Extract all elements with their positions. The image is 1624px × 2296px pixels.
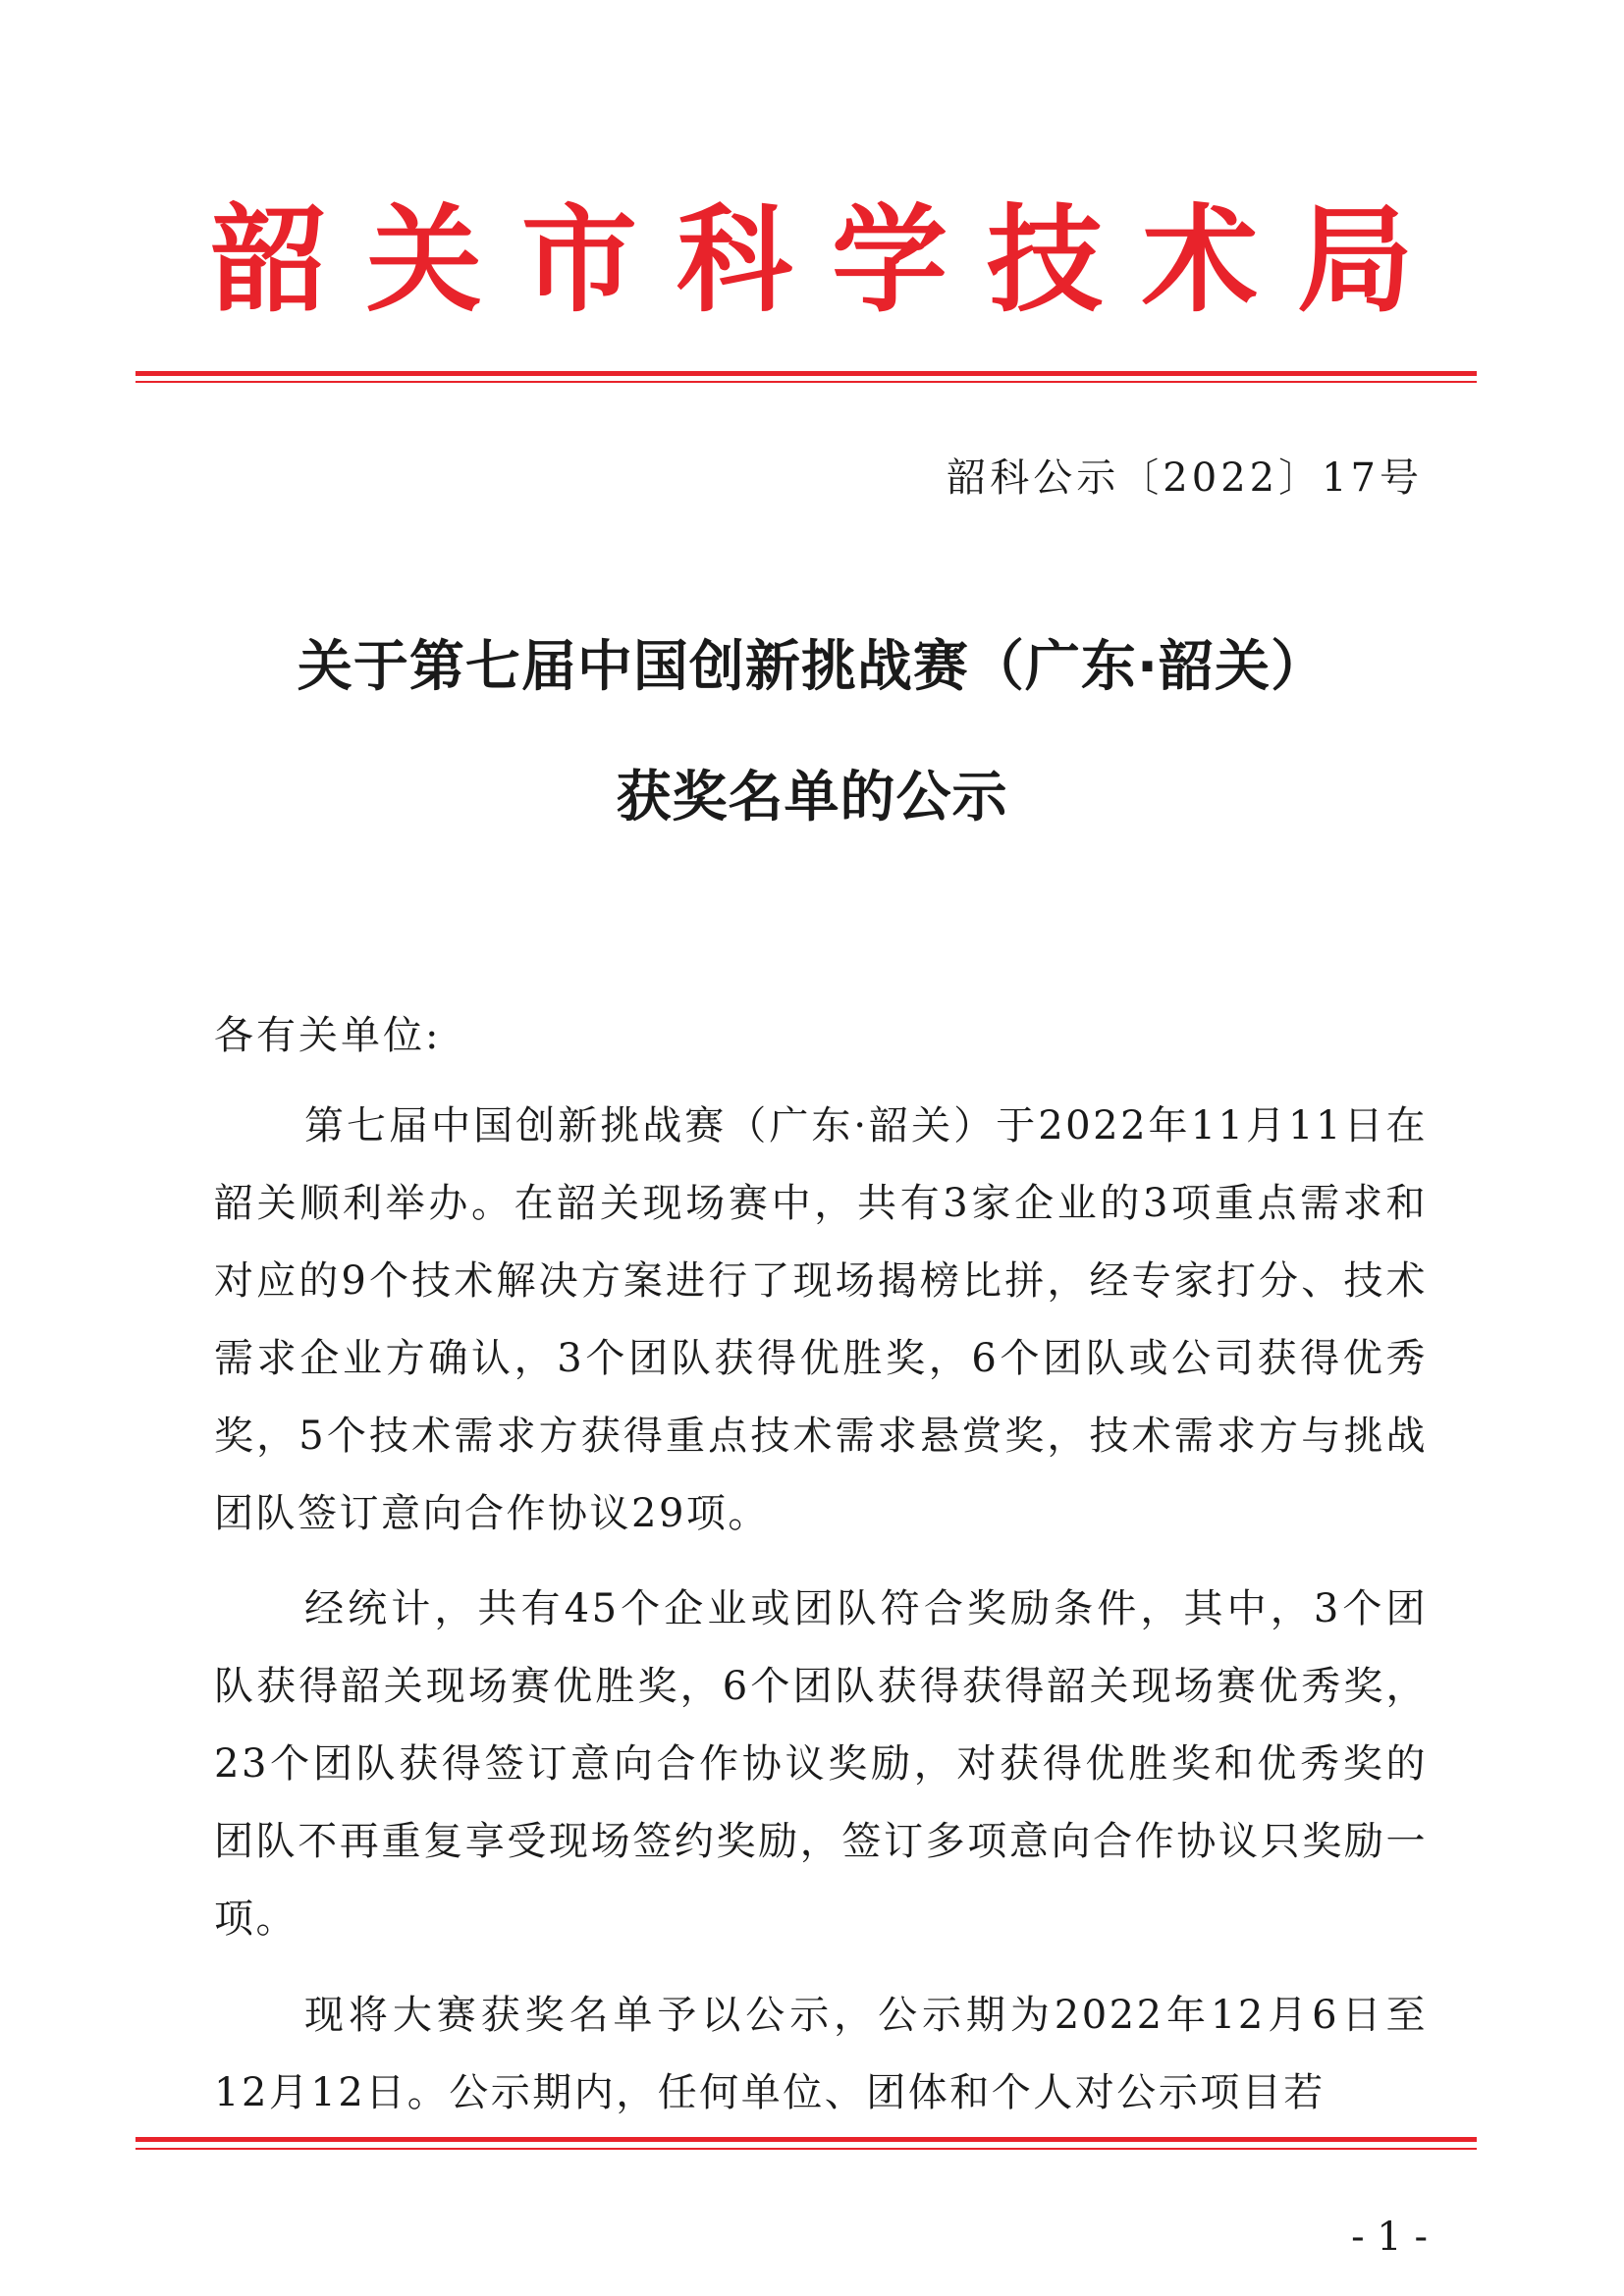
- page-number: - 1 -: [1351, 2215, 1428, 2260]
- masthead-divider-thin: [135, 381, 1477, 383]
- body-paragraph-1: 第七届中国创新挑战赛（广东·韶关）于2022年11月11日在韶关顺利举办。在韶关现场赛中，共有3家企业的3项重点需求和对应的9个技术解决方案进行了现场揭榜比拼，经专家打分、技术需求企业方确认，3个团队获得优胜奖，6个团队或公司获得优秀奖，5个技术需求方获得重点技术需求悬赏奖，技术需求方与挑战团队签订意向合作协议29项。: [214, 1103, 1428, 1536]
- document-number: 韶科公示〔2022〕17号: [947, 455, 1423, 501]
- body-paragraph-3: 现将大赛获奖名单予以公示，公示期为2022年12月6日至12月12日。公示期内，任何单位、团体和个人对公示项目若: [214, 1993, 1428, 2115]
- footer-divider-thin: [135, 2148, 1477, 2150]
- footer-divider-thick: [135, 2137, 1477, 2142]
- body-paragraph-2: 经统计，共有45个企业或团队符合奖励条件，其中，3个团队获得韶关现场赛优胜奖，6个团队获得获得韶关现场赛优秀奖，23个团队获得签订意向合作协议奖励，对获得优胜奖和优秀奖的团队不再重复享受现场签约奖励，签订多项意向合作协议只奖励一项。: [214, 1586, 1428, 1942]
- salutation: 各有关单位:: [214, 1013, 442, 1058]
- masthead-divider-thick: [135, 371, 1477, 376]
- document-title-line-1: 关于第七届中国创新挑战赛（广东·韶关）: [297, 635, 1327, 699]
- agency-masthead: 韶关市科学技术局: [210, 192, 1452, 328]
- document-title-line-2: 获奖名单的公示: [616, 766, 1008, 829]
